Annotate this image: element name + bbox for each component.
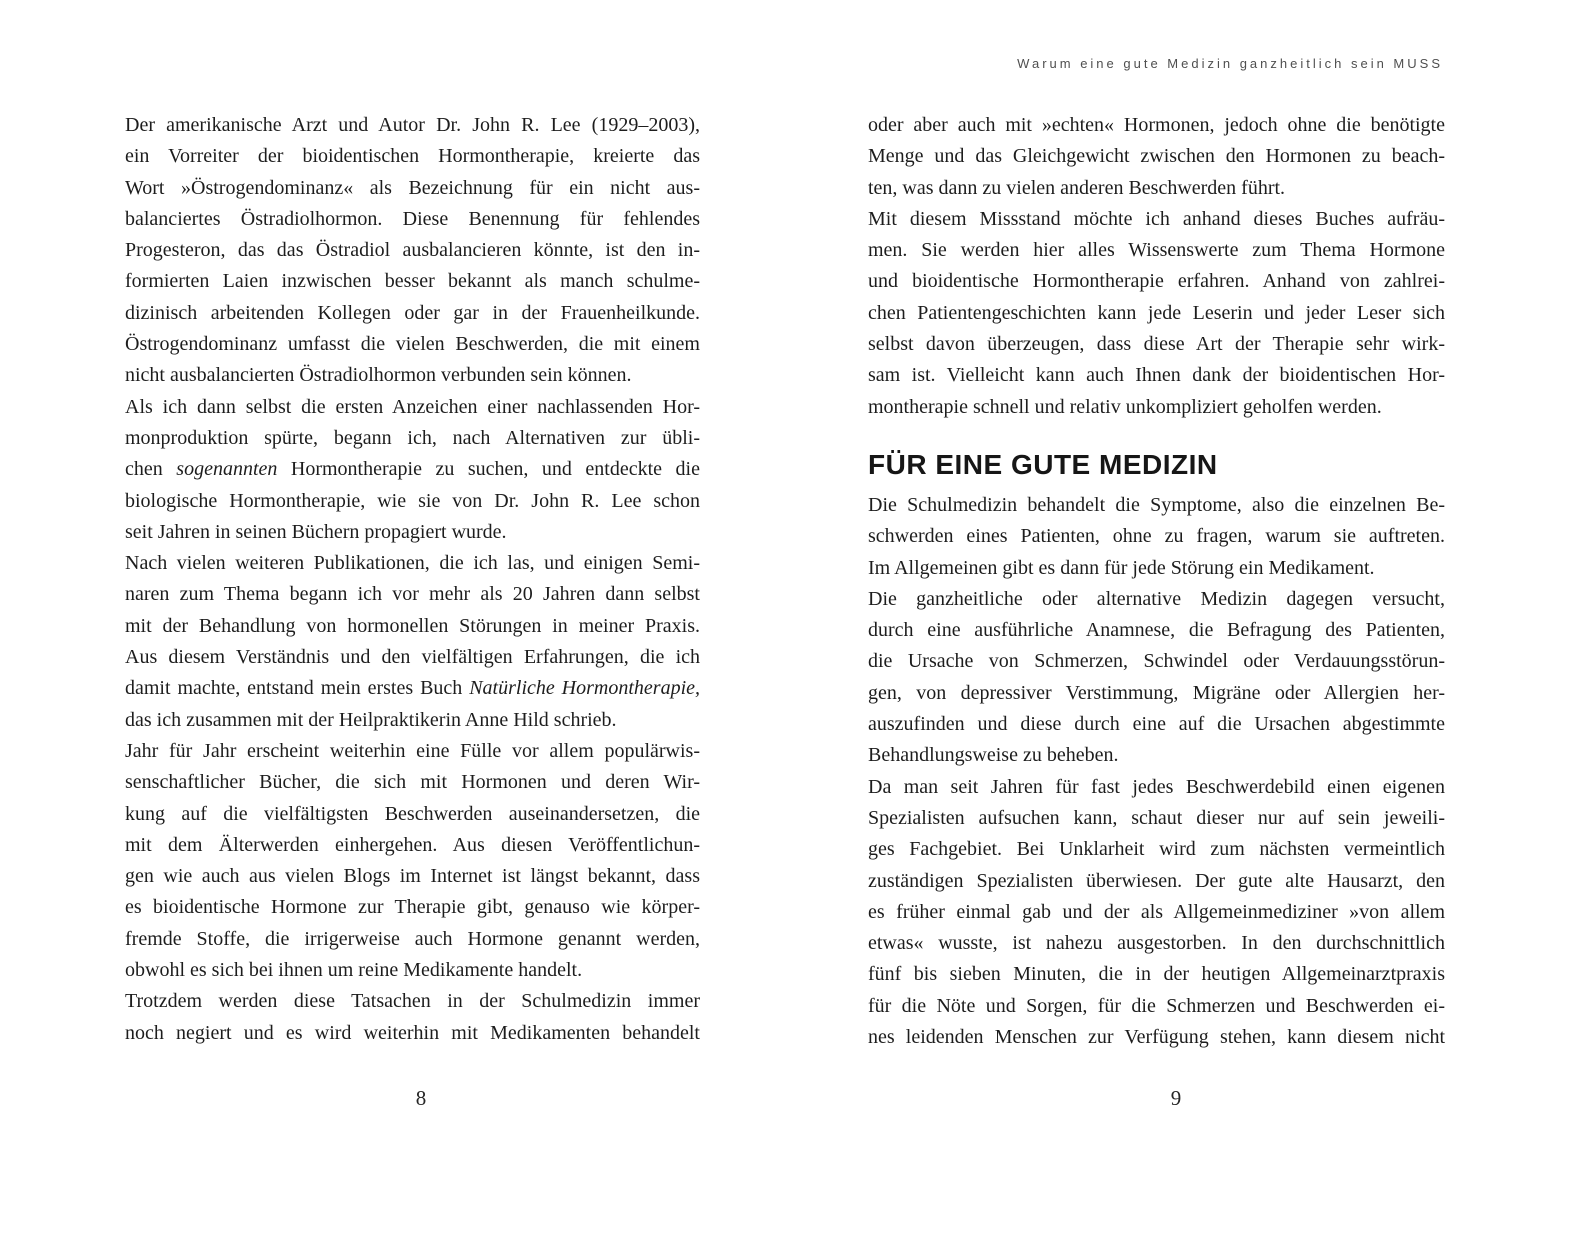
text-line <box>868 266 1445 297</box>
text-line <box>868 584 1445 615</box>
text-run: noch negiert und es wird weiterhin mit Medikamenten behandelt <box>125 1021 700 1044</box>
italic-text-run: Natürliche Hormontherapie, <box>469 677 700 700</box>
text-run: Aus diesem Verständnis und den vielfältigen Erfahrungen, die ich <box>125 646 700 669</box>
text-run: Da man seit Jahren für fast jedes Beschwerdebild einen eigenen <box>868 775 1445 798</box>
text-run: das ich zusammen mit der Heilpraktikerin Anne Hild schrieb. <box>125 708 617 731</box>
text-line <box>125 141 700 172</box>
text-line <box>868 615 1445 646</box>
text-line <box>125 1018 700 1049</box>
text-line <box>125 611 700 642</box>
text-line <box>868 897 1445 928</box>
text-run: Östrogendominanz umfasst die vielen Beschwerden, die mit einem <box>125 333 700 356</box>
text-run: senschaftlicher Bücher, die sich mit Hormonen und deren Wir- <box>125 771 700 794</box>
text-run: Die ganzheitliche oder alternative Medizin dagegen versucht, <box>868 587 1445 610</box>
text-run: mit dem Älterwerden einhergehen. Aus diesen Veröffentlichun- <box>125 833 700 856</box>
text-run: Spezialisten aufsuchen kann, schaut dieser nur auf sein jeweili- <box>868 806 1445 829</box>
text-line <box>125 642 700 673</box>
text-run: Als ich dann selbst die ersten Anzeichen einer nachlassenden Hor- <box>125 395 700 418</box>
text-line <box>868 204 1445 235</box>
text-run: men. Sie werden hier alles Wissenswerte zum Thema Hormone <box>868 239 1445 262</box>
text-line <box>125 861 700 892</box>
text-run: auszufinden und diese durch eine auf die Ursachen abgestimmte <box>868 713 1445 736</box>
text-line <box>868 709 1445 740</box>
text-line <box>125 579 700 610</box>
text-run: Die Schulmedizin behandelt die Symptome, also die einzelnen Be- <box>868 494 1445 516</box>
text-run: damit machte, entstand mein erstes Buch <box>125 677 470 700</box>
left-page-text <box>125 110 700 1049</box>
text-run: biologische Hormontherapie, wie sie von Dr. John R. Lee schon <box>125 489 700 512</box>
text-run: chen Patientengeschichten kann jede Leserin und jeder Leser sich <box>868 301 1445 324</box>
text-run: ges Fachgebiet. Bei Unklarheit wird zum nächsten vermeintlich <box>868 838 1445 861</box>
text-run: ein Vorreiter der bioidentischen Hormontherapie, kreierte das <box>125 145 700 168</box>
text-run: Menge und das Gleichgewicht zwischen den Hormonen zu beach- <box>868 145 1445 168</box>
text-line <box>125 235 700 266</box>
text-line <box>868 173 1445 204</box>
text-line <box>125 360 700 391</box>
text-run: monproduktion spürte, begann ich, nach Alternativen zur übli- <box>125 426 700 449</box>
text-line <box>868 490 1445 521</box>
right-page-intro-text <box>868 110 1445 423</box>
text-run: formierten Laien inzwischen besser bekannt als manch schulme- <box>125 270 700 293</box>
text-line <box>868 392 1445 423</box>
right-page-section-text <box>868 490 1445 1053</box>
running-header: Warum eine gute Medizin ganzheitlich sein MUSS <box>1017 56 1443 71</box>
text-line <box>868 772 1445 803</box>
text-run: und bioidentische Hormontherapie erfahren. Anhand von zahlrei- <box>868 270 1445 293</box>
text-line <box>868 678 1445 709</box>
text-line <box>868 646 1445 677</box>
text-run: sam ist. Vielleicht kann auch Ihnen dank der bioidentischen Hor- <box>868 364 1445 387</box>
text-line <box>125 423 700 454</box>
text-run: selbst davon überzeugen, dass diese Art der Therapie sehr wirk- <box>868 333 1445 356</box>
text-line <box>125 173 700 204</box>
text-run: obwohl es sich bei ihnen um reine Medikamente handelt. <box>125 959 583 982</box>
text-run: oder aber auch mit »echten« Hormonen, jedoch ohne die benötigte <box>868 114 1445 136</box>
text-line <box>868 803 1445 834</box>
text-run: es bioidentische Hormone zur Therapie gibt, genauso wie körper- <box>125 896 700 919</box>
text-run: balanciertes Östradiolhormon. Diese Benennung für fehlendes <box>125 207 700 230</box>
text-run: dizinisch arbeitenden Kollegen oder gar in der Frauenheilkunde. <box>125 301 700 324</box>
text-line <box>868 110 1445 141</box>
text-line <box>868 553 1445 584</box>
text-line <box>125 486 700 517</box>
text-run: es früher einmal gab und der als Allgemeinmediziner »von allem <box>868 900 1445 923</box>
text-run: ten, was dann zu vielen anderen Beschwerden führt. <box>868 176 1286 199</box>
text-run: schwerden eines Patienten, ohne zu fragen, warum sie auftreten. <box>868 525 1445 548</box>
text-line <box>125 955 700 986</box>
text-run: Der amerikanische Arzt und Autor Dr. John R. Lee (1929–2003), <box>125 114 700 136</box>
text-line <box>868 834 1445 865</box>
text-line <box>868 740 1445 771</box>
text-run: nicht ausbalancierten Östradiolhormon verbunden sein können. <box>125 364 632 387</box>
text-line <box>868 141 1445 172</box>
text-line <box>125 329 700 360</box>
text-line <box>868 959 1445 990</box>
text-run: naren zum Thema begann ich vor mehr als 20 Jahren dann selbst <box>125 583 700 606</box>
text-run: Jahr für Jahr erscheint weiterhin eine Fülle vor allem populärwis- <box>125 739 700 762</box>
text-run: die Ursache von Schmerzen, Schwindel oder Verdauungsstörun- <box>868 650 1445 673</box>
text-line <box>868 360 1445 391</box>
text-run: Progesteron, das das Östradiol ausbalancieren könnte, ist den in- <box>125 239 700 262</box>
text-line <box>868 235 1445 266</box>
text-line <box>868 991 1445 1022</box>
text-run: mit der Behandlung von hormonellen Störungen in meiner Praxis. <box>125 614 700 637</box>
text-line <box>125 830 700 861</box>
text-run: Nach vielen weiteren Publikationen, die ich las, und einigen Semi- <box>125 552 700 575</box>
italic-text-run: sogenannten <box>176 458 278 481</box>
text-run: Trotzdem werden diese Tatsachen in der Schulmedizin immer <box>125 990 700 1013</box>
text-run: etwas« wusste, ist nahezu ausgestorben. In den durchschnittlich <box>868 932 1445 955</box>
text-run: kung auf die vielfältigsten Beschwerden auseinandersetzen, die <box>125 802 700 825</box>
text-run: für die Nöte und Sorgen, für die Schmerzen und Beschwerden ei- <box>868 994 1445 1017</box>
text-line <box>125 705 700 736</box>
section-heading: FÜR EINE GUTE MEDIZIN <box>868 449 1218 480</box>
text-line <box>125 673 700 704</box>
text-line <box>125 392 700 423</box>
text-line <box>868 298 1445 329</box>
page-number-right: 9 <box>1170 1086 1182 1110</box>
text-line <box>868 329 1445 360</box>
text-line <box>868 1022 1445 1053</box>
text-run: seit Jahren in seinen Büchern propagiert wurde. <box>125 520 507 543</box>
text-line <box>125 266 700 297</box>
text-line <box>868 521 1445 552</box>
text-line <box>125 110 700 141</box>
text-line <box>868 928 1445 959</box>
text-line <box>125 736 700 767</box>
text-run: montherapie schnell und relativ unkompliziert geholfen werden. <box>868 395 1382 418</box>
text-run: Wort »Östrogendominanz« als Bezeichnung für ein nicht aus- <box>125 176 700 199</box>
text-run: gen, von depressiver Verstimmung, Migräne oder Allergien her- <box>868 681 1445 704</box>
text-line <box>125 892 700 923</box>
text-run: fremde Stoffe, die irrigerweise auch Hormone genannt werden, <box>125 927 700 950</box>
text-run: durch eine ausführliche Anamnese, die Befragung des Patienten, <box>868 619 1445 642</box>
text-run: chen <box>125 458 177 481</box>
text-run: Im Allgemeinen gibt es dann für jede Störung ein Medikament. <box>868 556 1375 579</box>
text-line <box>125 454 700 485</box>
text-line <box>125 517 700 548</box>
text-run: nes leidenden Menschen zur Verfügung stehen, kann diesem nicht <box>868 1026 1445 1049</box>
text-line <box>125 924 700 955</box>
text-line <box>125 548 700 579</box>
text-run: zuständigen Spezialisten überwiesen. Der gute alte Hausarzt, den <box>868 869 1445 892</box>
page-number-left: 8 <box>415 1086 427 1110</box>
text-line <box>125 298 700 329</box>
text-run: Hormontherapie zu suchen, und entdeckte die <box>277 458 700 481</box>
text-line <box>125 767 700 798</box>
text-line <box>125 799 700 830</box>
text-line <box>868 866 1445 897</box>
text-run: Behandlungsweise zu beheben. <box>868 744 1119 767</box>
text-run: Mit diesem Missstand möchte ich anhand dieses Buches aufräu- <box>868 207 1445 230</box>
text-line <box>125 986 700 1017</box>
text-line <box>125 204 700 235</box>
text-run: gen wie auch aus vielen Blogs im Internet ist längst bekannt, dass <box>125 865 700 888</box>
text-run: fünf bis sieben Minuten, die in der heutigen Allgemeinarztpraxis <box>868 963 1445 986</box>
